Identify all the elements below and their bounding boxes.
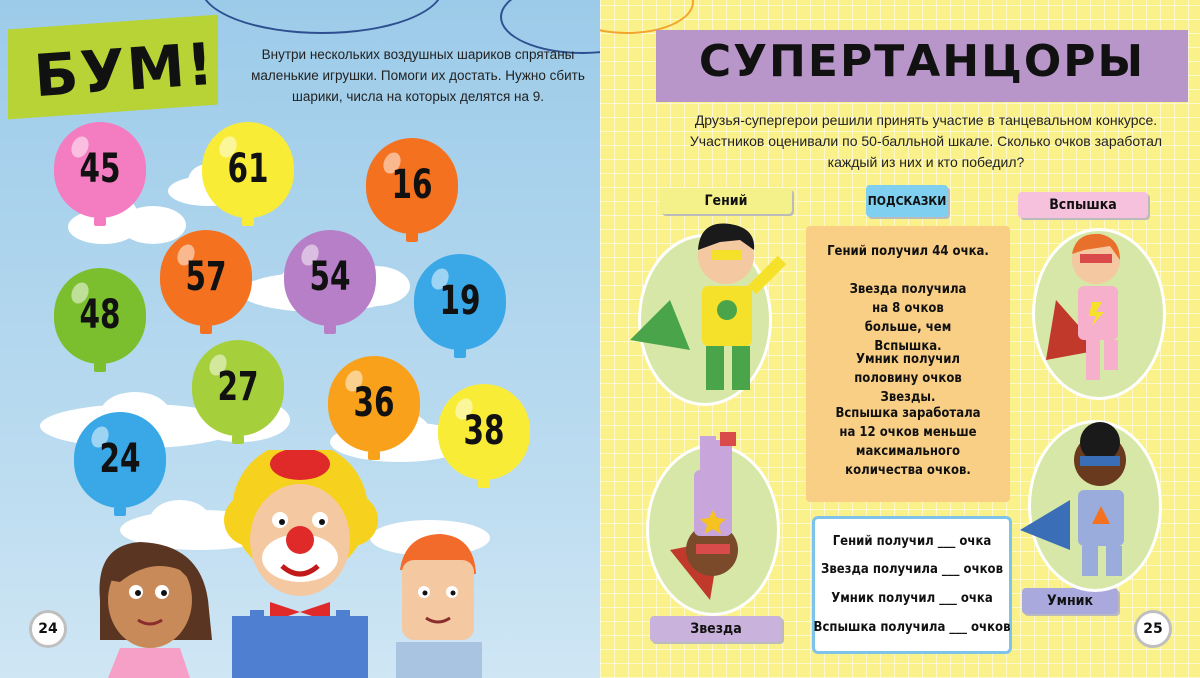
instructions-text: Внутри нескольких воздушных шариков спрятаны маленькие игрушки. Помоги их достать. Нужно сбить шарики, числа на которых делятся на 9. (251, 47, 585, 104)
balloon-knot (94, 363, 106, 372)
balloon-knot (324, 325, 336, 334)
decorative-string (600, 0, 694, 34)
right-page (600, 0, 1200, 678)
hint-2: Звезда получила на 8 очков больше, чем Вспышка. (849, 282, 967, 354)
balloon[interactable] (54, 122, 146, 218)
star-hero (670, 432, 738, 600)
hints-label: ПОДСКАЗКИ (866, 185, 948, 217)
balloon-knot (94, 217, 106, 226)
balloon-number: 61 (227, 146, 269, 192)
balloon[interactable] (328, 356, 420, 452)
instructions-text: Друзья-супергерои решили принять участие в танцевальном конкурсе. Участников оценивали по 50-балльной шкале. Сколько очков заработал каждый из них и кто победил? (689, 112, 1163, 170)
label-genius: Гений (660, 188, 792, 214)
answer-line-genius[interactable]: Гений получил ___ очка (832, 534, 992, 549)
label-smart: Умник (1022, 588, 1118, 614)
page-number: 25 (1134, 610, 1172, 648)
decorative-string (200, 0, 444, 34)
balloon-number: 16 (391, 162, 433, 208)
balloon-number: 38 (463, 408, 505, 454)
flash-hero (1046, 234, 1120, 380)
boy-figure (396, 534, 482, 678)
label-flash: Вспышка (1018, 192, 1148, 218)
balloon[interactable] (366, 138, 458, 234)
balloon-number: 24 (99, 436, 141, 482)
balloon-knot (232, 435, 244, 444)
balloon[interactable] (192, 340, 284, 436)
page-title: СУПЕРТАНЦОРЫ (698, 36, 1146, 87)
girl-figure (100, 542, 213, 678)
balloon-knot (406, 233, 418, 242)
genius-hero (630, 224, 782, 390)
answer-line-flash[interactable]: Вспышка получила ___ очков (813, 620, 1011, 635)
balloon-knot (200, 325, 212, 334)
balloon-number: 45 (79, 146, 121, 192)
balloon-knot (454, 349, 466, 358)
balloon[interactable] (414, 254, 506, 350)
balloon-number: 27 (217, 364, 259, 410)
clown-figure (224, 450, 378, 678)
balloon[interactable] (202, 122, 294, 218)
balloon-number: 36 (353, 380, 395, 426)
balloon-number: 57 (185, 254, 227, 300)
balloon[interactable] (54, 268, 146, 364)
hint-1: Гений получил 44 очка. (827, 244, 989, 259)
label-star: Звезда (650, 616, 782, 642)
balloon-number: 54 (309, 254, 351, 300)
hint-3: Умник получил половину очков Звезды. (854, 352, 962, 405)
balloon[interactable] (160, 230, 252, 326)
balloon-knot (242, 217, 254, 226)
hint-4: Вспышка заработала на 12 очков меньше максимального количества очков. (835, 406, 981, 478)
balloon-number: 48 (79, 292, 121, 338)
page-title: БУМ! (31, 29, 218, 111)
answer-line-star[interactable]: Звезда получила ___ очков (821, 562, 1003, 577)
balloon-number: 19 (439, 278, 481, 324)
characters-illustration (0, 450, 600, 678)
smart-hero (1020, 422, 1126, 576)
balloon[interactable] (284, 230, 376, 326)
answer-line-smart[interactable]: Умник получил ___ очка (831, 591, 993, 606)
page-number: 24 (29, 610, 67, 648)
